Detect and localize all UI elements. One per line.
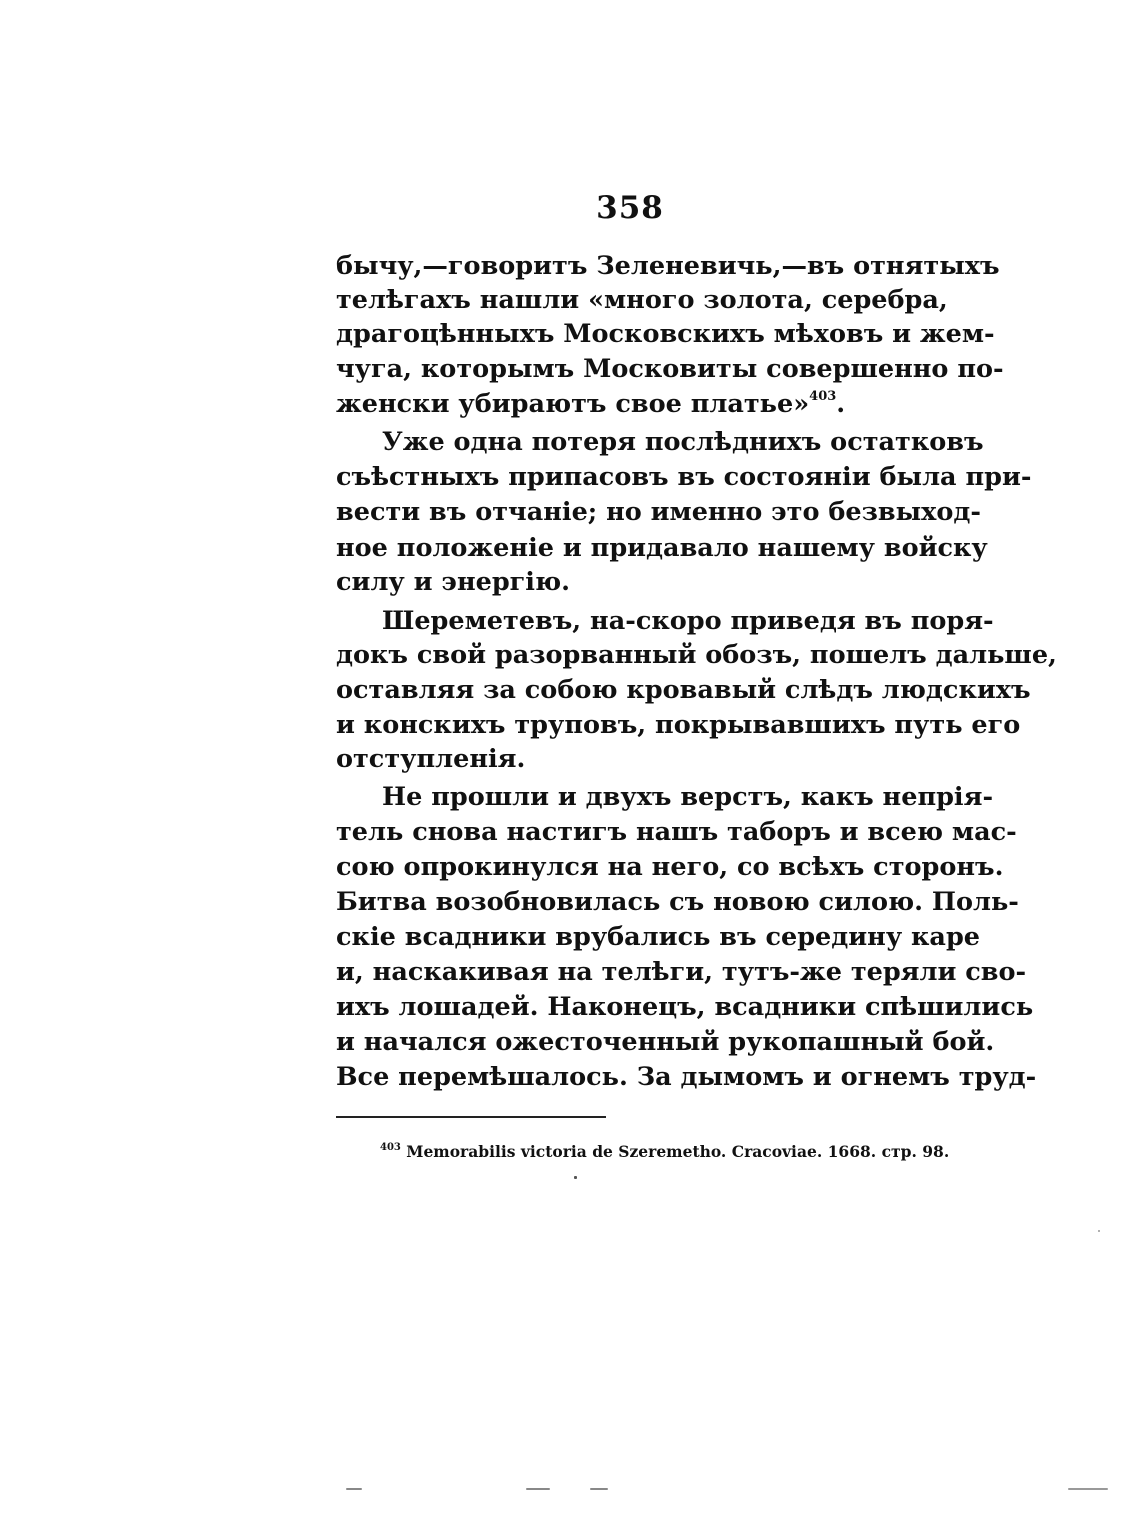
text-line: вести въ отчанiе; но именно это безвыход- (336, 497, 981, 527)
footnote-divider (336, 1116, 606, 1118)
text-line: и конскихъ труповъ, покрывавшихъ путь его (336, 710, 1021, 740)
text-line: силу и энергiю. (336, 567, 570, 597)
text-line: оставляя за собою кровавый слѣдъ людскихъ (336, 675, 1031, 705)
text-line: телѣгахъ нашли «много золота, серебра, (336, 285, 948, 315)
text-line: докъ свой разорванный обозъ, пошелъ дальше, (336, 640, 1057, 670)
scan-speck (526, 1488, 550, 1490)
text-line: съѣстныхъ припасовъ въ состоянiи была при- (336, 462, 1032, 492)
footnote (380, 1140, 950, 1164)
scan-speck (1098, 1230, 1100, 1232)
text-line: Битва возобновилась съ новою силою. Поль- (336, 887, 1019, 917)
text-line: Все перемѣшалось. За дымомъ и огнемъ труд- (336, 1062, 1037, 1092)
scan-speck (346, 1488, 362, 1490)
text-line: отступленiя. (336, 744, 526, 774)
text-line: ихъ лошадей. Наконецъ, всадники спѣшились (336, 992, 1034, 1022)
text-line: Уже одна потеря послѣднихъ остатковъ (382, 427, 984, 457)
footnote-reference-period: . (836, 389, 846, 419)
text-line: и начался ожесточенный рукопашный бой. (336, 1027, 995, 1057)
text-line: ное положенiе и придавало нашему войску (336, 533, 988, 563)
text-line: тель снова настигъ нашъ таборъ и всею мас- (336, 817, 1017, 847)
footnote-text: Memorabilis victoria de Szeremetho. Cracoviae. 1668. стр. 98. (406, 1142, 950, 1161)
scan-speck (590, 1488, 608, 1490)
text-line-with-note (336, 386, 924, 422)
footnote-marker: 403 (380, 1142, 401, 1153)
text-line: чуга, которымъ Москoвиты совершенно по- (336, 354, 1004, 384)
text-line: и, наскакивая на телѣги, тутъ-же теряли сво- (336, 957, 1027, 987)
text-line: драгоцѣнныхъ Московскихъ мѣховъ и жем- (336, 319, 995, 349)
text-line: Не прошли и двухъ верстъ, какъ непрiя- (382, 782, 994, 812)
text-line: бычу,—говоритъ Зеленевичь,—въ отнятыхъ (336, 251, 1000, 281)
footnote-reference: 403 (809, 389, 837, 404)
text-line-content: женски убираютъ свое платье» (336, 389, 810, 419)
text-line: скiе всадники врубались въ середину каре (336, 922, 981, 952)
text-line: Шереметевъ, на-скоро приведя въ поря- (382, 606, 994, 636)
text-line: сою опрокинулся на него, со всѣхъ сторонъ. (336, 852, 1004, 882)
scan-speck (574, 1176, 577, 1179)
scan-speck (1068, 1488, 1108, 1490)
page-number: 358 (596, 190, 664, 226)
